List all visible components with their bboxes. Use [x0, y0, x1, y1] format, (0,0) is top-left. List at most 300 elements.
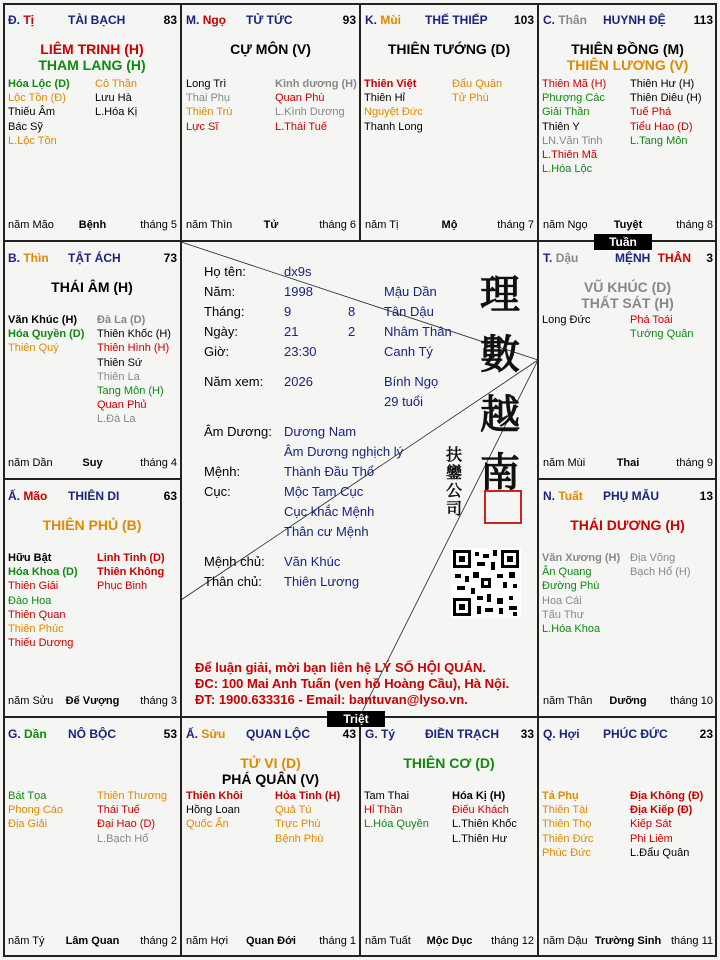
minor-star: Phi Liêm: [630, 832, 673, 845]
month-label: tháng 1: [319, 935, 356, 947]
contact-line-1: Để luận giải, mời bạn liên hệ LÝ SỐ HỘI QUÁN.: [195, 660, 486, 675]
minor-star: Đẩu Quân: [452, 78, 503, 90]
left-star-list: [542, 77, 606, 176]
chi-label: Mão: [23, 489, 48, 503]
chi-label: Thìn: [23, 251, 49, 265]
minor-star: Trực Phù: [275, 818, 321, 831]
can-label: T.: [543, 251, 553, 265]
left-star-list: [542, 551, 620, 636]
can-label: C.: [543, 13, 555, 27]
small-calligraphy: 扶鑾公司: [446, 445, 463, 518]
can-label: N.: [543, 489, 555, 503]
minor-star: Tấu Thư: [542, 608, 585, 621]
minor-star: Long Trì: [186, 78, 227, 90]
minor-star: Phá Toái: [630, 314, 673, 326]
gio-can-chi: Canh Tý: [384, 344, 433, 359]
right-star-list: [630, 313, 694, 341]
contact-line-2: ĐC: 100 Mai Anh Tuấn (ven hồ Hoàng Cầu), Hà Nội.: [195, 676, 510, 691]
can-chi-label: [8, 251, 49, 265]
age-number: 3: [706, 251, 713, 265]
minor-star: Nguyệt Đức: [364, 106, 423, 119]
cell-header: [365, 13, 534, 29]
minor-star: Địa Giải: [8, 818, 48, 831]
cell-header: [543, 489, 713, 505]
minor-star: Tam Thai: [364, 790, 410, 802]
month-label: tháng 5: [140, 219, 177, 231]
than-chu-label: Thân chủ:: [204, 574, 262, 589]
cell-header: [8, 489, 177, 505]
nam-value: 1998: [284, 284, 313, 299]
cell-footer: [543, 219, 713, 233]
life-stage: Lâm Quan: [65, 935, 120, 947]
menh-value: Thành Đầu Thổ: [284, 464, 375, 479]
palace-name: THIÊN DI: [68, 489, 120, 503]
left-star-list: [8, 789, 63, 832]
main-star: THIÊN TƯỚNG (D): [387, 41, 511, 57]
minor-star: Phục Binh: [97, 580, 148, 593]
minor-star: Hóa Quyền (D): [8, 328, 85, 341]
minor-star: Hỏa Tinh (H): [275, 790, 341, 802]
minor-star: Ân Quang: [542, 566, 592, 579]
minor-star: L.Thiên Mã: [542, 149, 598, 162]
cell-header: [8, 13, 177, 29]
minor-star: L.Hóa Kị: [95, 106, 138, 119]
than-chu-value: Thiên Lương: [284, 574, 360, 589]
minor-star: Linh Tinh (D): [97, 552, 165, 564]
minor-star: Đường Phù: [542, 580, 600, 593]
palace-name: HUYNH ĐỆ: [603, 13, 666, 27]
minor-star: Tả Phụ: [542, 790, 579, 802]
year-label: năm Tuất: [365, 935, 411, 947]
age-number: 93: [342, 13, 356, 27]
life-stage: Mộ: [441, 219, 458, 231]
minor-star: Thiên Hư (H): [630, 78, 695, 90]
right-star-list: [630, 77, 702, 148]
left-star-list: [542, 313, 590, 327]
minor-star: Hồng Loan: [186, 804, 240, 817]
cuc-value: Mộc Tam Cục: [284, 484, 364, 499]
minor-star: L.Lộc Tồn: [8, 134, 57, 147]
minor-star: Điếu Khách: [452, 804, 509, 817]
main-star: THAM LANG (H): [38, 57, 146, 73]
nam-can-chi: Mậu Dần: [384, 284, 437, 299]
minor-star: L.Kình Dương: [275, 106, 345, 119]
can-chi-label: [8, 727, 47, 741]
cell-header: [543, 13, 713, 29]
main-star: TỬ VI (D): [240, 755, 301, 771]
main-star: THÁI DƯƠNG (H): [570, 517, 685, 533]
can-chi-label: [186, 727, 225, 741]
year-label: năm Tý: [8, 935, 45, 947]
palace-cell-ti[interactable]: [3, 3, 181, 241]
can-label: B.: [8, 251, 20, 265]
cell-footer: [8, 935, 177, 949]
main-star: THÁI ÂM (H): [51, 279, 133, 295]
can-label: Q.: [543, 727, 556, 741]
palace-name: PHÚC ĐỨC: [603, 727, 668, 741]
minor-star: Bạch Hổ (H): [630, 566, 691, 579]
cell-footer: [365, 935, 534, 949]
minor-star: Hóa Khoa (D): [8, 566, 78, 579]
main-star: THIÊN LƯƠNG (V): [566, 57, 689, 73]
nam-label: Năm:: [204, 284, 236, 299]
ngay-value: 21: [284, 324, 299, 339]
life-stage: Đế Vượng: [65, 695, 120, 707]
palace-cell-dan[interactable]: [3, 717, 181, 957]
month-label: tháng 7: [497, 219, 534, 231]
minor-star: Bệnh Phù: [275, 832, 324, 845]
minor-star: Quả Tú: [275, 804, 312, 817]
right-star-list: [452, 789, 517, 846]
gio-value: 23:30: [284, 344, 317, 359]
ngay-can-chi: Nhâm Thân: [384, 324, 452, 339]
ngay-lunar: 2: [348, 324, 356, 339]
right-star-list: [452, 77, 502, 105]
palace-name: NÔ BỘC: [68, 727, 116, 741]
minor-star: Thiên Y: [542, 120, 580, 133]
cell-header: [186, 13, 356, 29]
left-star-list: [364, 77, 423, 134]
life-stage: Quan Đới: [246, 935, 296, 947]
can-label: Ấ.: [186, 727, 198, 741]
minor-star: Thiếu Dương: [8, 637, 74, 650]
cell-footer: [186, 935, 356, 949]
main-star: THIÊN ĐỒNG (M): [571, 41, 684, 57]
minor-star: Đào Hoa: [8, 594, 52, 607]
minor-star: Quan Phủ: [97, 399, 147, 412]
month-label: tháng 3: [140, 695, 177, 707]
year-label: năm Mùi: [543, 457, 586, 469]
month-label: tháng 11: [670, 935, 713, 947]
left-star-list: [186, 77, 232, 134]
month-label: tháng 4: [140, 457, 177, 469]
right-star-list: [97, 551, 165, 594]
right-star-list: [95, 77, 137, 120]
minor-star: Bác Sỹ: [8, 120, 43, 133]
year-label: năm Sửu: [8, 695, 54, 707]
month-label: tháng 6: [319, 219, 356, 231]
thang-value: 9: [284, 304, 292, 319]
main-star: THẤT SÁT (H): [581, 295, 674, 311]
palace-cell-hoi[interactable]: [538, 717, 717, 957]
minor-star: Hỉ Thần: [364, 804, 403, 817]
year-label: năm Thân: [543, 695, 593, 707]
minor-star: Hóa Kị (H): [452, 790, 506, 802]
month-label: tháng 9: [676, 457, 713, 469]
calligraphy-char: 南: [480, 449, 520, 496]
minor-star: Địa Võng: [630, 552, 676, 564]
can-label: K.: [365, 13, 377, 27]
palace-name: QUAN LỘC: [246, 727, 310, 741]
age-number: 43: [342, 727, 356, 741]
palace-name: TỬ TỨC: [246, 13, 293, 27]
tuoi-value: 29 tuổi: [384, 394, 424, 409]
cell-footer: [543, 457, 713, 471]
minor-star: Quốc Ấn: [186, 818, 229, 831]
main-star: PHÁ QUÂN (V): [221, 771, 320, 787]
life-stage: Tử: [263, 219, 279, 231]
am-duong-label: Âm Dương:: [204, 424, 272, 439]
minor-star: L.Bạch Hổ: [97, 832, 149, 845]
gio-label: Giờ:: [204, 344, 230, 359]
minor-star: Phượng Các: [542, 92, 605, 105]
cuc-note-1: Cục khắc Mệnh: [284, 504, 375, 519]
left-star-list: [364, 789, 429, 832]
right-star-list: [97, 789, 167, 846]
palace-cell-dau[interactable]: [538, 241, 717, 479]
cell-footer: [8, 457, 177, 471]
right-star-list: [275, 77, 357, 134]
nam-xem-can-chi: Bính Ngọ: [384, 374, 439, 389]
chi-label: Thân: [558, 13, 588, 27]
palace-cell-mao[interactable]: [3, 479, 181, 717]
palace-cell-mui[interactable]: [360, 3, 538, 241]
left-star-list: [8, 77, 70, 148]
minor-star: LN.Văn Tinh: [542, 134, 603, 147]
minor-star: Hóa Lộc (D): [8, 78, 70, 90]
calligraphy-char: 理: [480, 271, 520, 318]
right-star-list: [97, 313, 171, 427]
minor-star: Thiên Khôi: [186, 790, 243, 802]
minor-star: Thiên Không: [97, 566, 165, 579]
am-duong-note: Âm Dương nghịch lý: [284, 444, 404, 459]
calligraphy-char: 數: [480, 331, 520, 378]
minor-star: Thiên Trù: [186, 106, 233, 119]
nam-xem-value: 2026: [284, 374, 313, 389]
minor-star: Giải Thần: [542, 106, 590, 119]
minor-star: L.Thái Tuế: [275, 120, 327, 133]
minor-star: Tướng Quân: [630, 328, 694, 341]
palace-cell-ty[interactable]: [360, 717, 538, 957]
minor-star: Thiên Hỉ: [364, 92, 405, 105]
can-label: G.: [8, 727, 21, 741]
minor-star: Kình dương (H): [275, 78, 357, 90]
minor-star: Lưu Hà: [95, 92, 132, 105]
life-stage: Thai: [616, 457, 640, 469]
can-chi-label: [543, 251, 578, 265]
minor-star: L.Hóa Quyền: [364, 818, 429, 831]
can-chi-label: [365, 727, 395, 741]
age-number: 113: [693, 13, 713, 27]
minor-star: Tử Phù: [452, 92, 489, 105]
triet-marker: Triệt: [327, 711, 385, 727]
can-label: G.: [365, 727, 378, 741]
cell-header: [365, 727, 534, 743]
month-label: tháng 2: [140, 935, 177, 947]
cuc-label: Cục:: [204, 484, 231, 499]
minor-star: Phong Cáo: [8, 804, 64, 817]
palace-cell-thin[interactable]: [3, 241, 181, 479]
ho-ten-label: Họ tên:: [204, 264, 246, 279]
minor-star: Thiên Giải: [8, 580, 59, 593]
minor-star: Kiếp Sát: [630, 818, 672, 831]
cell-header: [8, 727, 177, 743]
palace-cell-suu[interactable]: [181, 717, 360, 957]
seal-stamp: [484, 490, 522, 524]
chi-label: Ngọ: [202, 13, 227, 27]
can-chi-label: [365, 13, 401, 27]
minor-star: Địa Không (Đ): [630, 790, 704, 802]
minor-star: Thiên Việt: [364, 78, 417, 90]
can-chi-label: [8, 13, 34, 27]
month-label: tháng 10: [670, 695, 713, 707]
palace-name: TẬT ÁCH: [68, 251, 121, 265]
life-stage: Dưỡng: [609, 695, 647, 707]
minor-star: Văn Khúc (H): [8, 314, 78, 326]
month-label: tháng 8: [676, 219, 713, 231]
right-star-list: [630, 551, 691, 579]
year-label: năm Mão: [8, 219, 54, 231]
minor-star: Thiên Hình (H): [97, 342, 170, 355]
tuan-marker: Tuần: [594, 234, 652, 250]
cell-footer: [543, 695, 713, 709]
right-star-list: [275, 789, 340, 846]
right-star-list: [630, 789, 703, 860]
main-star: LIÊM TRINH (H): [40, 41, 144, 57]
year-label: năm Dần: [8, 457, 53, 469]
thang-can-chi: Tân Dậu: [384, 304, 434, 319]
cell-header: [8, 251, 177, 267]
age-number: 33: [520, 727, 534, 741]
year-label: năm Thìn: [186, 219, 233, 231]
chi-label: Dần: [24, 727, 47, 741]
chi-label: Tuất: [558, 489, 583, 503]
can-chi-label: [543, 13, 587, 27]
cell-footer: [8, 695, 177, 709]
chi-label: Tý: [381, 727, 396, 741]
can-chi-label: [8, 489, 47, 503]
ho-ten-value: dx9s: [284, 264, 312, 279]
minor-star: Hữu Bật: [8, 552, 52, 564]
age-number: 63: [163, 489, 177, 503]
can-chi-label: [543, 489, 583, 503]
minor-star: Thanh Long: [364, 120, 423, 133]
minor-star: Cô Thần: [95, 78, 137, 90]
minor-star: Tuế Phá: [630, 106, 672, 119]
minor-star: Văn Xương (H): [542, 552, 621, 564]
minor-star: L.Thiên Hư: [452, 832, 508, 845]
palace-name: TÀI BẠCH: [68, 13, 126, 27]
nam-xem-label: Năm xem:: [204, 374, 264, 389]
menh-chu-value: Văn Khúc: [284, 554, 341, 569]
left-star-list: [8, 551, 78, 650]
minor-star: Thái Tuế: [97, 804, 140, 817]
minor-star: Thiên Mã (H): [542, 78, 607, 90]
thang-lunar: 8: [348, 304, 356, 319]
qr-code[interactable]: [451, 548, 521, 618]
year-label: năm Dậu: [543, 935, 588, 947]
minor-star: Tiểu Hao (D): [630, 120, 693, 133]
menh-label: Mệnh:: [204, 464, 241, 479]
can-chi-label: [543, 727, 580, 741]
can-label: Ấ.: [8, 489, 20, 503]
minor-star: Bát Tọa: [8, 790, 47, 802]
minor-star: Đà La (D): [97, 314, 146, 326]
age-number: 23: [699, 727, 713, 741]
cell-footer: [365, 219, 534, 233]
can-label: M.: [186, 13, 200, 27]
minor-star: Lực Sĩ: [186, 120, 219, 133]
age-number: 13: [699, 489, 713, 503]
main-star: THIÊN PHỦ (B): [42, 517, 142, 533]
palace-name: PHỤ MẪU: [603, 489, 659, 503]
contact-line-3[interactable]: ĐT: 1900.633316 - Email: bantuvan@lyso.vn.: [195, 692, 468, 707]
minor-star: L.Đà La: [97, 413, 136, 426]
palace-cell-tuat[interactable]: [538, 479, 717, 717]
chi-label: Sửu: [201, 727, 226, 741]
main-star: VŨ KHÚC (D): [583, 279, 672, 295]
cell-header: [186, 727, 356, 743]
minor-star: Thiên Sứ: [97, 356, 143, 369]
age-number: 103: [513, 13, 534, 27]
left-star-list: [186, 789, 243, 832]
minor-star: Thiên Quý: [8, 342, 59, 355]
cell-header: [543, 727, 713, 743]
life-stage: Mộc Dục: [426, 935, 473, 947]
minor-star: Thiên Thương: [97, 790, 168, 802]
cuc-note-2: Thân cư Mệnh: [284, 524, 369, 539]
chi-label: Hợi: [559, 727, 580, 741]
palace-cell-ngo[interactable]: [181, 3, 360, 241]
palace-name: ĐIỀN TRẠCH: [425, 727, 499, 741]
minor-star: Thai Phụ: [186, 92, 231, 105]
minor-star: Thiên Diêu (H): [630, 92, 702, 105]
age-number: 73: [163, 251, 177, 265]
can-chi-label: [186, 13, 226, 27]
minor-star: Thiếu Âm: [8, 106, 56, 119]
minor-star: Thiên Tài: [542, 804, 588, 817]
cell-footer: [543, 935, 713, 949]
life-stage: Tuyệt: [613, 219, 643, 231]
palace-name: MỆNH: [615, 251, 651, 265]
year-label: năm Hợi: [186, 935, 229, 947]
chi-label: Tị: [23, 13, 35, 27]
minor-star: L.Tang Môn: [630, 134, 688, 147]
minor-star: Thiên Thọ: [542, 818, 592, 831]
minor-star: Thiên La: [97, 370, 140, 383]
minor-star: Phúc Đức: [542, 846, 591, 859]
minor-star: Thiên Khốc (H): [97, 328, 171, 341]
life-stage: Bệnh: [78, 219, 107, 231]
cell-footer: [186, 219, 356, 233]
minor-star: L.Đẩu Quân: [630, 846, 690, 859]
cell-footer: [8, 219, 177, 233]
menh-chu-label: Mệnh chủ:: [204, 554, 265, 569]
am-duong-value: Dương Nam: [284, 424, 357, 439]
chi-label: Dậu: [555, 251, 579, 265]
year-label: năm Ngọ: [543, 219, 588, 231]
minor-star: Lộc Tồn (Đ): [8, 92, 66, 105]
left-star-list: [542, 789, 593, 860]
than-marker: THÂN: [657, 251, 691, 265]
minor-star: Long Đức: [542, 314, 591, 326]
minor-star: Hoa Cái: [542, 594, 582, 607]
palace-name: THẾ THIẾP: [425, 13, 488, 27]
month-label: tháng 12: [491, 935, 534, 947]
palace-cell-than[interactable]: [538, 3, 717, 241]
life-stage: Suy: [82, 457, 103, 469]
age-number: 53: [163, 727, 177, 741]
left-star-list: [8, 313, 84, 356]
cell-header: [543, 251, 713, 267]
chi-label: Mùi: [380, 13, 402, 27]
calligraphy-char: 越: [480, 391, 520, 438]
life-stage: Trường Sinh: [594, 935, 662, 947]
minor-star: Đại Hao (D): [97, 818, 156, 831]
ngay-label: Ngày:: [204, 324, 238, 339]
can-label: Đ.: [8, 13, 20, 27]
minor-star: L.Hóa Khoa: [542, 623, 601, 636]
